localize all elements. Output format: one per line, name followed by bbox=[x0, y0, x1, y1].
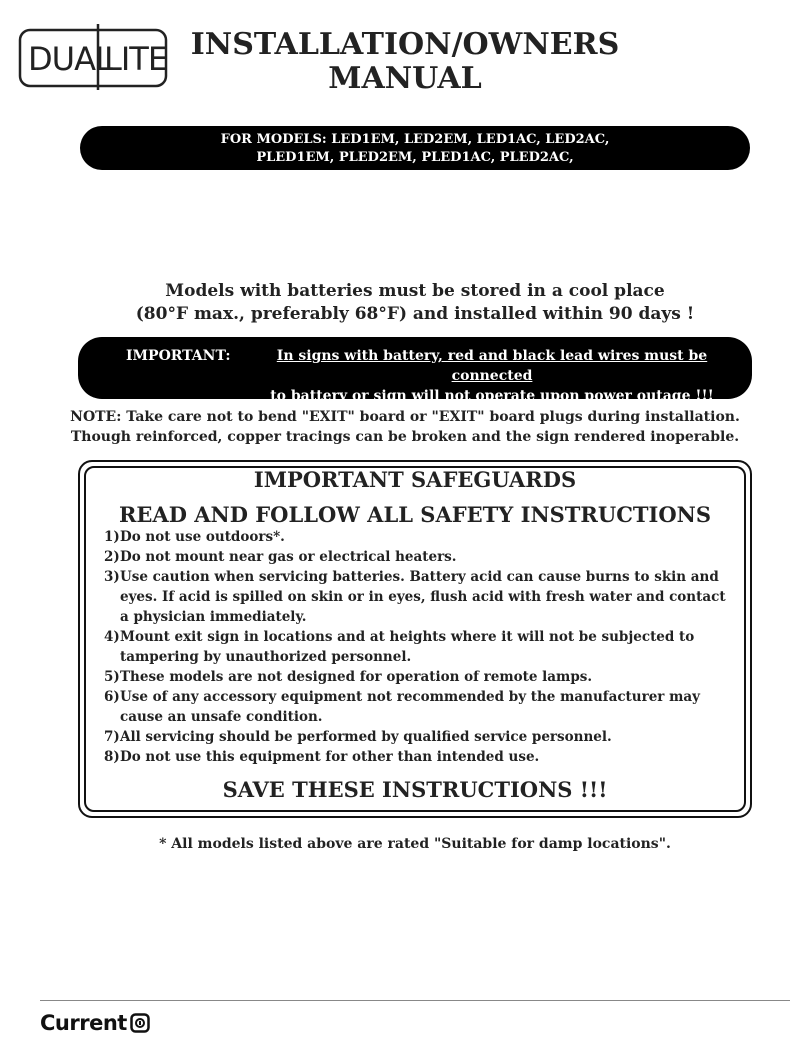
models-banner bbox=[80, 126, 750, 170]
list-item-number: 8) bbox=[104, 749, 120, 765]
storage-notice bbox=[80, 280, 750, 326]
logo-text-left: DUAL bbox=[28, 40, 112, 78]
list-item bbox=[104, 727, 734, 747]
page-title bbox=[170, 28, 640, 96]
note-line2: Though reinforced, copper tracings can be broken and the sign rendered inoperable. bbox=[70, 429, 740, 445]
list-item-number: 4) bbox=[104, 629, 120, 645]
list-item-text: All servicing should be performed by qualified service personnel. bbox=[120, 729, 612, 745]
damp-locations-footnote: * All models listed above are rated "Suitable for damp locations". bbox=[159, 836, 671, 852]
current-brand-icon bbox=[130, 1013, 150, 1033]
note-line1: NOTE: Take care not to bend "EXIT" board or "EXIT" board plugs during installation. bbox=[70, 409, 740, 425]
list-item-text: Use caution when servicing batteries. Battery acid can cause burns to skin and eyes. If acid is spilled on skin or in eyes, flush acid with fresh water and contact a physician immediately. bbox=[120, 569, 726, 625]
list-item bbox=[104, 667, 734, 687]
storage-line1: Models with batteries must be stored in a cool place bbox=[165, 281, 665, 301]
footer-divider bbox=[40, 1000, 790, 1001]
save-instructions-heading: SAVE THESE INSTRUCTIONS !!! bbox=[222, 777, 608, 802]
page-title-line1: INSTALLATION/OWNERS bbox=[190, 27, 620, 62]
list-item-text: Mount exit sign in locations and at heights where it will not be subjected to tampering by unauthorized personnel. bbox=[120, 629, 695, 665]
safeguards-heading: IMPORTANT SAFEGUARDS bbox=[253, 467, 577, 492]
list-item bbox=[104, 567, 734, 627]
current-brand-text: Current bbox=[40, 1011, 127, 1035]
list-item-number: 5) bbox=[104, 669, 120, 685]
list-item-text: Use of any accessory equipment not recommended by the manufacturer may cause an unsafe condition. bbox=[120, 689, 700, 725]
list-item bbox=[104, 687, 734, 727]
models-line1: FOR MODELS: LED1EM, LED2EM, LED1AC, LED2AC, bbox=[220, 132, 610, 147]
list-item bbox=[104, 547, 734, 567]
list-item-number: 7) bbox=[104, 729, 120, 745]
important-text-line2: to battery or sign will not operate upon power outage !!! bbox=[270, 388, 714, 404]
list-item-text: Do not use outdoors*. bbox=[120, 529, 285, 545]
important-label: IMPORTANT: bbox=[126, 348, 231, 364]
list-item bbox=[104, 747, 734, 767]
list-item bbox=[104, 527, 734, 547]
safety-instructions-list bbox=[104, 527, 734, 767]
list-item-number: 1) bbox=[104, 529, 120, 545]
list-item-number: 2) bbox=[104, 549, 120, 565]
list-item-text: Do not use this equipment for other than intended use. bbox=[120, 749, 540, 765]
important-text bbox=[242, 346, 742, 406]
dual-lite-logo bbox=[18, 22, 168, 92]
list-item-number: 3) bbox=[104, 569, 120, 585]
models-line2: PLED1EM, PLED2EM, PLED1AC, PLED2AC, bbox=[256, 150, 574, 165]
list-item-number: 6) bbox=[104, 689, 120, 705]
storage-line2: (80°F max., preferably 68°F) and installed within 90 days ! bbox=[135, 304, 695, 324]
logo-text-right: LITE bbox=[104, 40, 168, 78]
current-logo bbox=[40, 1008, 150, 1038]
important-text-line1: In signs with battery, red and black lead wires must be connected bbox=[276, 348, 708, 384]
page-title-line2: MANUAL bbox=[328, 61, 482, 96]
safeguards-subheading: READ AND FOLLOW ALL SAFETY INSTRUCTIONS bbox=[118, 502, 712, 527]
important-banner bbox=[78, 337, 752, 404]
installation-note bbox=[60, 407, 750, 447]
list-item bbox=[104, 627, 734, 667]
list-item-text: These models are not designed for operation of remote lamps. bbox=[120, 669, 593, 685]
list-item-text: Do not mount near gas or electrical heaters. bbox=[120, 549, 457, 565]
